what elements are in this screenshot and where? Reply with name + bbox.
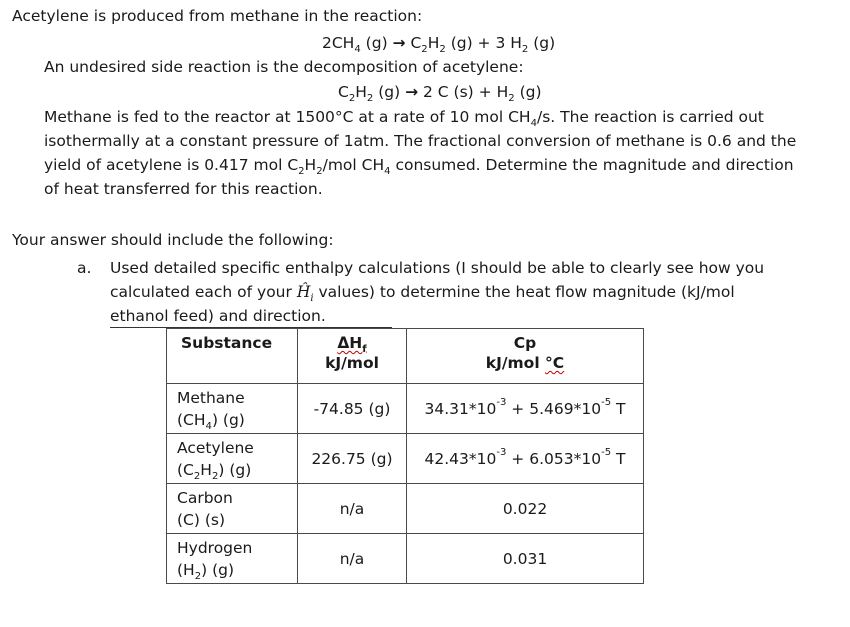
substance-cell: Carbon (C) (s) [167, 484, 298, 534]
table-row [167, 484, 644, 534]
header-heat-capacity: Cp kJ/mol °C [407, 329, 644, 384]
substance-cell: Hydrogen $(H_2)$ (g) [167, 534, 298, 584]
enthalpy-cell: n/a [298, 534, 407, 584]
table-row [167, 434, 644, 484]
problem-paragraph-line-4: of heat transferred for this reaction. [44, 180, 323, 198]
side-reaction-intro: An undesired side reaction is the decomposition of acetylene: [44, 58, 524, 76]
enthalpy-cell: -74.85 (g) [298, 384, 407, 434]
problem-intro: Acetylene is produced from methane in the reaction: [12, 7, 423, 25]
answer-intro: Your answer should include the following: [12, 231, 334, 249]
heat-capacity-cell: $42.43*10^{-3} + 6.053*10^{-5}$ T [407, 434, 644, 484]
problem-paragraph-line-1: Methane is fed to the reactor at 1500°C at a rate of 10 mol $CH_4/s$. The reaction is carried out [44, 108, 764, 130]
enthalpy-cell: n/a [298, 484, 407, 534]
heat-capacity-cell: 0.031 [407, 534, 644, 584]
reaction-1-equation: $2CH_4$ $(g) \to C_2H_2$ (g) + 3 $H_2$ (g) [322, 34, 556, 56]
table-header-row [167, 329, 644, 384]
right-arrow-icon: → [392, 34, 406, 52]
heat-capacity-cell: $34.31*10^{-3} + 5.469*10^{-5}$ T [407, 384, 644, 434]
header-substance: Substance [167, 329, 298, 384]
reaction-2-equation: $C_2H_2$ (g) → 2 C $(s) + H_2$ (g) [338, 83, 542, 105]
substance-cell: Methane $(CH_4)$ (g) [167, 384, 298, 434]
enthalpy-cell: 226.75 (g) [298, 434, 407, 484]
answer-item-line-3: ethanol feed) and direction. [110, 307, 326, 325]
problem-paragraph-line-3: yield of acetylene is 0.417 mol $C_2H_2$/mol $CH_4$ consumed. Determine the magnitude and direction [44, 156, 794, 178]
problem-paragraph-line-2: isothermally at a constant pressure of 1atm. The fractional conversion of methane is 0.6 and the [44, 132, 797, 150]
right-arrow-icon: → [405, 83, 419, 101]
answer-item-line-2: calculated each of your $Ĥ_i$ values) to determine the heat flow magnitude (kJ/mol [110, 283, 735, 305]
answer-item-line-1: Used detailed specific enthalpy calculations (I should be able to clearly see how you [110, 259, 765, 277]
heat-capacity-cell: 0.022 [407, 484, 644, 534]
table-row [167, 384, 644, 434]
thermo-properties-table [166, 328, 644, 584]
substance-cell: Acetylene $(C_2H_2)$ (g) [167, 434, 298, 484]
list-item-marker: a. [77, 259, 92, 277]
table-row [167, 534, 644, 584]
header-enthalpy-formation: $\Delta H_f$ kJ/mol [298, 329, 407, 384]
